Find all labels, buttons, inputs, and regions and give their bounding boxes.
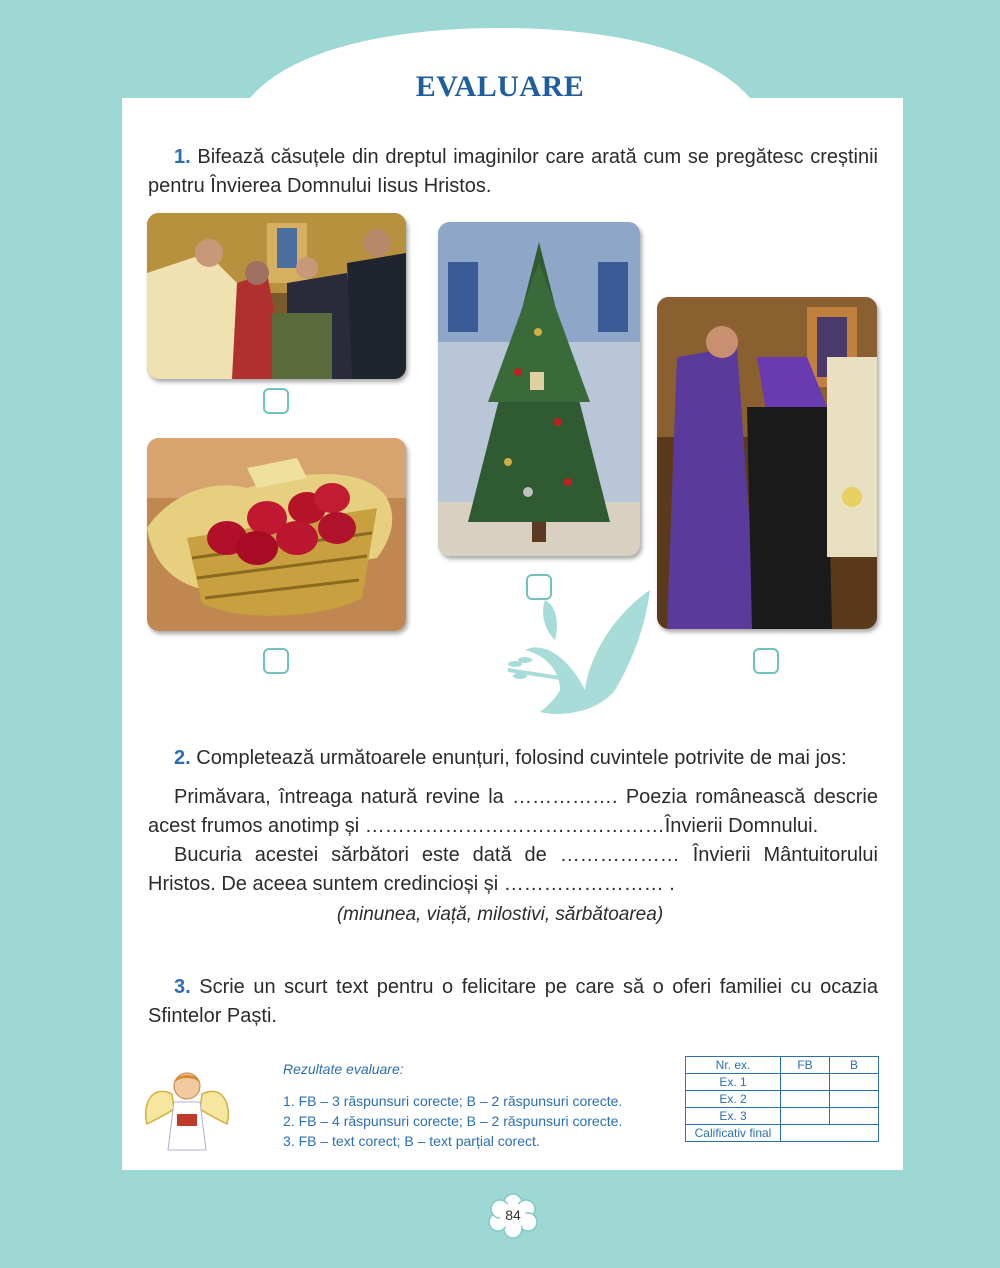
- grade-cell-b[interactable]: [830, 1091, 879, 1108]
- table-row: [686, 1074, 879, 1091]
- angel-icon: [142, 1064, 232, 1152]
- grade-row-label: Ex. 1: [686, 1074, 781, 1091]
- grade-header-fb: FB: [781, 1057, 830, 1074]
- table-row: [686, 1108, 879, 1125]
- table-row: [686, 1125, 879, 1142]
- result-item: 3. FB – text corect; B – text parțial corect.: [283, 1133, 540, 1149]
- checkbox-photo-communion[interactable]: [263, 388, 289, 414]
- exercise-2-word-list: (minunea, viață, milostivi, sărbătoarea): [336, 904, 664, 925]
- result-item: 2. FB – 4 răspunsuri corecte; B – 2 răspunsuri corecte.: [283, 1113, 623, 1129]
- grade-cell-final[interactable]: [781, 1125, 879, 1142]
- checkbox-photo-christmas-tree[interactable]: [526, 574, 552, 600]
- exercise-2-prompt: [148, 744, 878, 773]
- grade-cell-fb[interactable]: [781, 1108, 830, 1125]
- exercise-2-paragraph-2: Bucuria acestei sărbători este dată de ……………… Învierii Mântuitorului Hristos. De aceea suntem credincioși și …………………… .: [148, 844, 878, 895]
- exercise-3-number: 3.: [174, 976, 191, 998]
- grade-cell-b[interactable]: [830, 1074, 879, 1091]
- page-title: EVALUARE: [415, 70, 585, 103]
- page-number: 84: [505, 1207, 521, 1223]
- checkbox-photo-confession[interactable]: [753, 648, 779, 674]
- photo-christmas-tree: [438, 222, 640, 556]
- grade-cell-fb[interactable]: [781, 1091, 830, 1108]
- photo-confession: [657, 297, 877, 629]
- results-title: Rezultate evaluare:: [283, 1061, 404, 1077]
- grade-cell-b[interactable]: [830, 1108, 879, 1125]
- result-item: 1. FB – 3 răspunsuri corecte; B – 2 răspunsuri corecte.: [283, 1093, 623, 1109]
- exercise-2-instruction: Completează următoarele enunțuri, folosind cuvintele potrivite de mai jos:: [190, 747, 847, 769]
- exercise-1-text: [148, 143, 878, 201]
- exercise-1-number: 1.: [174, 146, 191, 168]
- grade-table: [685, 1056, 879, 1142]
- exercise-3-instruction: Scrie un scurt text pentru o felicitare pe care să o oferi familiei cu ocazia Sfintelor Paști.: [148, 976, 878, 1027]
- grade-row-label: Ex. 2: [686, 1091, 781, 1108]
- grade-header-b: B: [830, 1057, 879, 1074]
- table-row: [686, 1091, 879, 1108]
- grade-cell-fb[interactable]: [781, 1074, 830, 1091]
- grade-table-header-row: [686, 1057, 879, 1074]
- results-list: [283, 1091, 622, 1151]
- exercise-2-paragraph-1: Primăvara, întreaga natură revine la ……………. Poezia românească descrie acest frumos anotimp și ………………………………………Învierii Domnului.: [148, 786, 878, 837]
- photo-easter-eggs: [147, 438, 406, 631]
- grade-row-label: Calificativ final: [686, 1125, 781, 1142]
- photo-communion: [147, 213, 406, 379]
- checkbox-photo-easter-eggs[interactable]: [263, 648, 289, 674]
- grade-row-label: Ex. 3: [686, 1108, 781, 1125]
- grade-header-exercise: Nr. ex.: [686, 1057, 781, 1074]
- exercise-1-instruction: Bifează căsuțele din dreptul imaginilor care arată cum se pregătesc creștinii pentru Învierea Domnului Iisus Hristos.: [148, 146, 878, 197]
- exercise-2-number: 2.: [174, 747, 191, 769]
- exercise-3-text: [148, 973, 878, 1031]
